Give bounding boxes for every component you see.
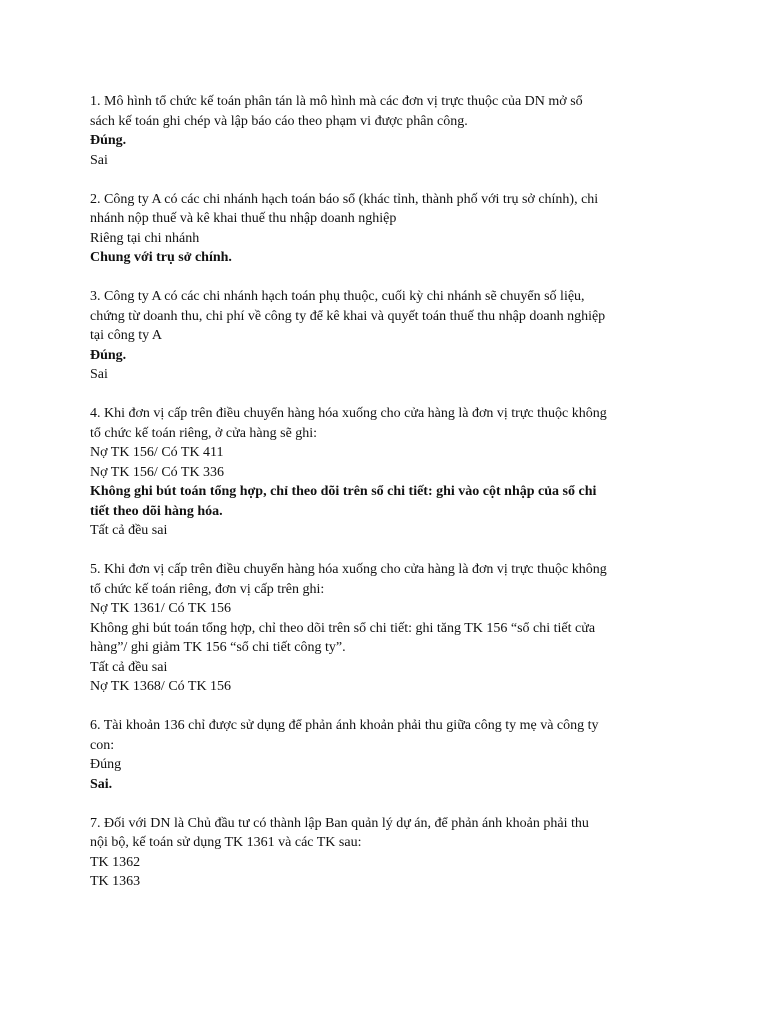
- answer-option: Không ghi bút toán tổng hợp, chỉ theo dõi trên sổ chi tiết: ghi tăng TK 156 “sổ chi tiết cửa hàng”/ ghi giảm TK 156 “sổ chi tiết công ty”.: [90, 620, 596, 655]
- question-3: [90, 287, 610, 385]
- question-7: [90, 814, 610, 892]
- question-text: 4. Khi đơn vị cấp trên điều chuyển hàng hóa xuống cho cửa hàng là đơn vị trực thuộc không tổ chức kế toán riêng, ở cửa hàng sẽ ghi:: [90, 406, 607, 441]
- question-1: [90, 92, 610, 170]
- answer-option: TK 1362: [90, 854, 141, 870]
- answer-option: Nợ TK 1361/ Có TK 156: [90, 601, 232, 616]
- answer-option: Nợ TK 1368/ Có TK 156: [90, 679, 232, 694]
- question-text: 5. Khi đơn vị cấp trên điều chuyển hàng hóa xuống cho cửa hàng là đơn vị trực thuộc không tổ chức kế toán riêng, đơn vị cấp trên ghi:: [90, 562, 607, 597]
- answer-option: Đúng.: [90, 347, 127, 363]
- answer-option: Tất cả đều sai: [90, 523, 168, 538]
- answer-option: Sai.: [90, 776, 113, 792]
- answer-option: Sai: [90, 152, 108, 168]
- answer-option: Đúng.: [90, 133, 127, 148]
- question-4: [90, 404, 610, 541]
- question-text: 6. Tài khoản 136 chỉ được sử dụng để phản ánh khoản phải thu giữa công ty mẹ và công ty con:: [90, 718, 599, 753]
- answer-option: TK 1363: [90, 874, 141, 889]
- answer-option: Chung với trụ sở chính.: [90, 250, 232, 265]
- question-2: [90, 190, 610, 268]
- question-text: 2. Công ty A có các chi nhánh hạch toán báo sổ (khác tỉnh, thành phố với trụ sở chính), chi nhánh nộp thuế và kê khai thuế thu nhập doanh nghiệp: [90, 191, 599, 226]
- question-6: [90, 716, 610, 794]
- answer-option: Riêng tại chi nhánh: [90, 230, 200, 246]
- answer-option: Đúng: [90, 757, 122, 772]
- question-text: 1. Mô hình tổ chức kế toán phân tán là mô hình mà các đơn vị trực thuộc của DN mở sổ sách kế toán ghi chép và lập báo cáo theo phạm vi được phân công.: [90, 94, 583, 129]
- answer-option: Nợ TK 156/ Có TK 336: [90, 464, 225, 480]
- answer-option: Nợ TK 156/ Có TK 411: [90, 445, 224, 460]
- question-5: [90, 560, 610, 697]
- document-page: [90, 92, 610, 911]
- question-text: 7. Đối với DN là Chủ đầu tư có thành lập Ban quản lý dự án, để phản ánh khoản phải thu nội bộ, kế toán sử dụng TK 1361 và các TK sau:: [90, 815, 589, 850]
- answer-option: Tất cả đều sai: [90, 659, 168, 675]
- answer-option: Sai: [90, 367, 108, 382]
- question-text: 3. Công ty A có các chi nhánh hạch toán phụ thuộc, cuối kỳ chi nhánh sẽ chuyển số liệu, chứng từ doanh thu, chi phí về công ty để kê khai và quyết toán thuế thu nhập doanh nghiệp tại công ty A: [90, 289, 606, 343]
- answer-option: Không ghi bút toán tổng hợp, chỉ theo dõi trên sổ chi tiết: ghi vào cột nhập của sổ chi tiết theo dõi hàng hóa.: [90, 484, 597, 519]
